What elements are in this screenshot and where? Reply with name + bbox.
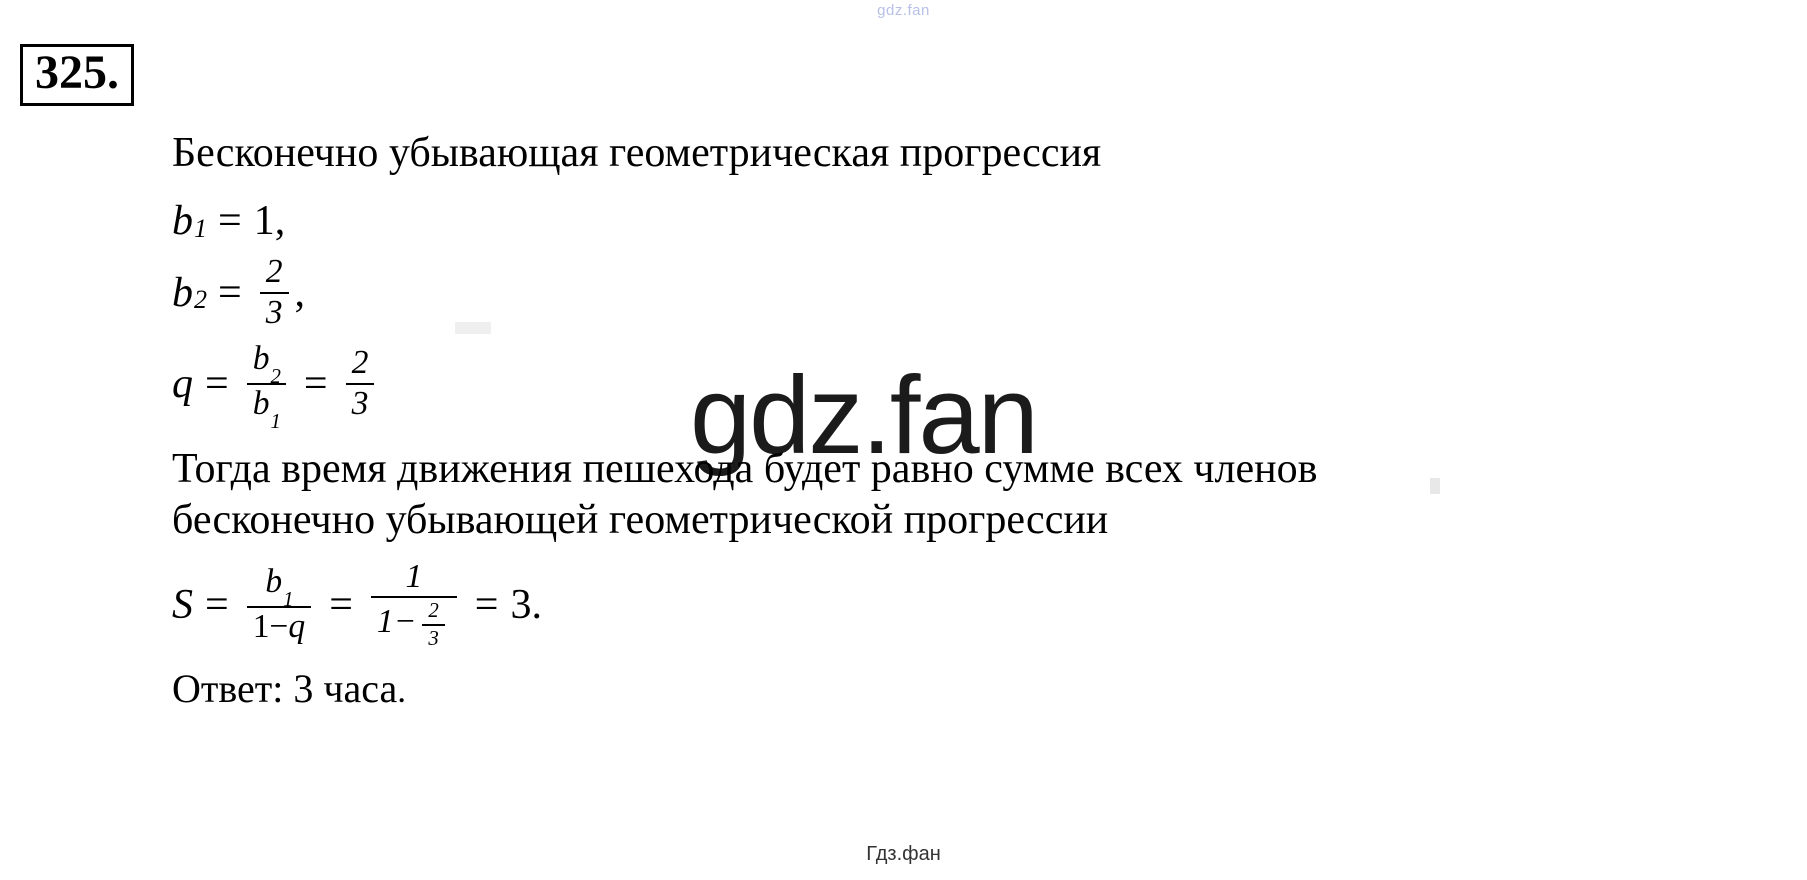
- S-equals-3: =: [474, 581, 499, 628]
- S-formula-denominator: [247, 607, 312, 645]
- q-value-denominator: 3: [351, 384, 369, 422]
- answer-period: .: [397, 670, 407, 710]
- S-inner-denominator: 3: [428, 625, 439, 650]
- equation-b1: [172, 197, 1772, 245]
- b2-fraction: [260, 255, 289, 330]
- answer-line: [172, 665, 1772, 714]
- equation-b2: [172, 255, 1772, 330]
- S-num-sub: 1: [283, 586, 294, 611]
- S-den2-left: 1−: [376, 603, 417, 641]
- b2-numerator: 2: [265, 253, 283, 291]
- b2-equals: =: [218, 269, 242, 316]
- S-fraction-bar-2: [371, 596, 457, 598]
- S-numeric-fraction: [371, 560, 457, 649]
- S-num-var: b: [265, 562, 283, 600]
- q-value-fraction: [346, 346, 375, 421]
- S-equals-1: =: [205, 581, 229, 628]
- b1-subscript: 1: [194, 214, 208, 244]
- S-inner-fraction: [422, 600, 444, 648]
- b1-comma: ,: [274, 198, 286, 245]
- intro-text: Бесконечно убывающая геометрическая прогрессия: [172, 130, 1102, 176]
- q-denominator: [247, 384, 286, 433]
- q-variable: q: [172, 360, 193, 407]
- q-numerator: [247, 339, 286, 388]
- S-variable: S: [172, 581, 193, 628]
- watermark-center: gdz.fan: [690, 354, 1037, 477]
- q-num-sub: 2: [270, 363, 281, 388]
- S-result: 3: [510, 581, 532, 628]
- task-number: 325.: [20, 44, 134, 106]
- watermark-bottom: Гдз.фан: [866, 843, 941, 865]
- b2-subscript: 2: [194, 285, 208, 315]
- body-line-2: бесконечно убывающей геометрической прогрессии: [172, 496, 1109, 543]
- q-ratio-fraction: [247, 339, 286, 433]
- answer-value: 3 часа: [293, 665, 398, 711]
- b1-variable: b: [172, 198, 193, 245]
- S-numeric-denominator: [371, 600, 457, 648]
- watermark-top: gdz.fan: [877, 2, 930, 19]
- q-num-var: b: [252, 339, 270, 377]
- S-numeric-numerator: 1: [405, 558, 423, 596]
- S-formula-fraction: [247, 562, 312, 645]
- S-inner-numerator: 2: [428, 598, 439, 623]
- q-den-var: b: [252, 384, 270, 422]
- S-den-var: q: [288, 607, 306, 645]
- S-equals-2: =: [329, 581, 353, 628]
- solution-body: [172, 128, 1772, 714]
- q-den-sub: 1: [270, 408, 281, 433]
- equation-S: [172, 560, 1772, 649]
- equation-q: [172, 339, 1772, 433]
- b2-comma: ,: [294, 269, 305, 316]
- answer-label: Ответ:: [172, 665, 284, 711]
- body-line-1: Тогда время движения пешехода будет равно сумме всех членов: [172, 445, 1318, 492]
- S-period: .: [531, 581, 542, 628]
- b1-value: 1: [253, 198, 275, 245]
- b2-variable: b: [172, 269, 193, 316]
- S-den-left: 1−: [252, 607, 289, 645]
- b2-denominator: 3: [265, 293, 283, 331]
- q-equals-2: =: [303, 360, 328, 407]
- S-formula-numerator: [259, 562, 298, 611]
- b1-equals: =: [218, 198, 242, 245]
- q-equals-1: =: [205, 360, 229, 407]
- q-value-numerator: 2: [351, 344, 369, 382]
